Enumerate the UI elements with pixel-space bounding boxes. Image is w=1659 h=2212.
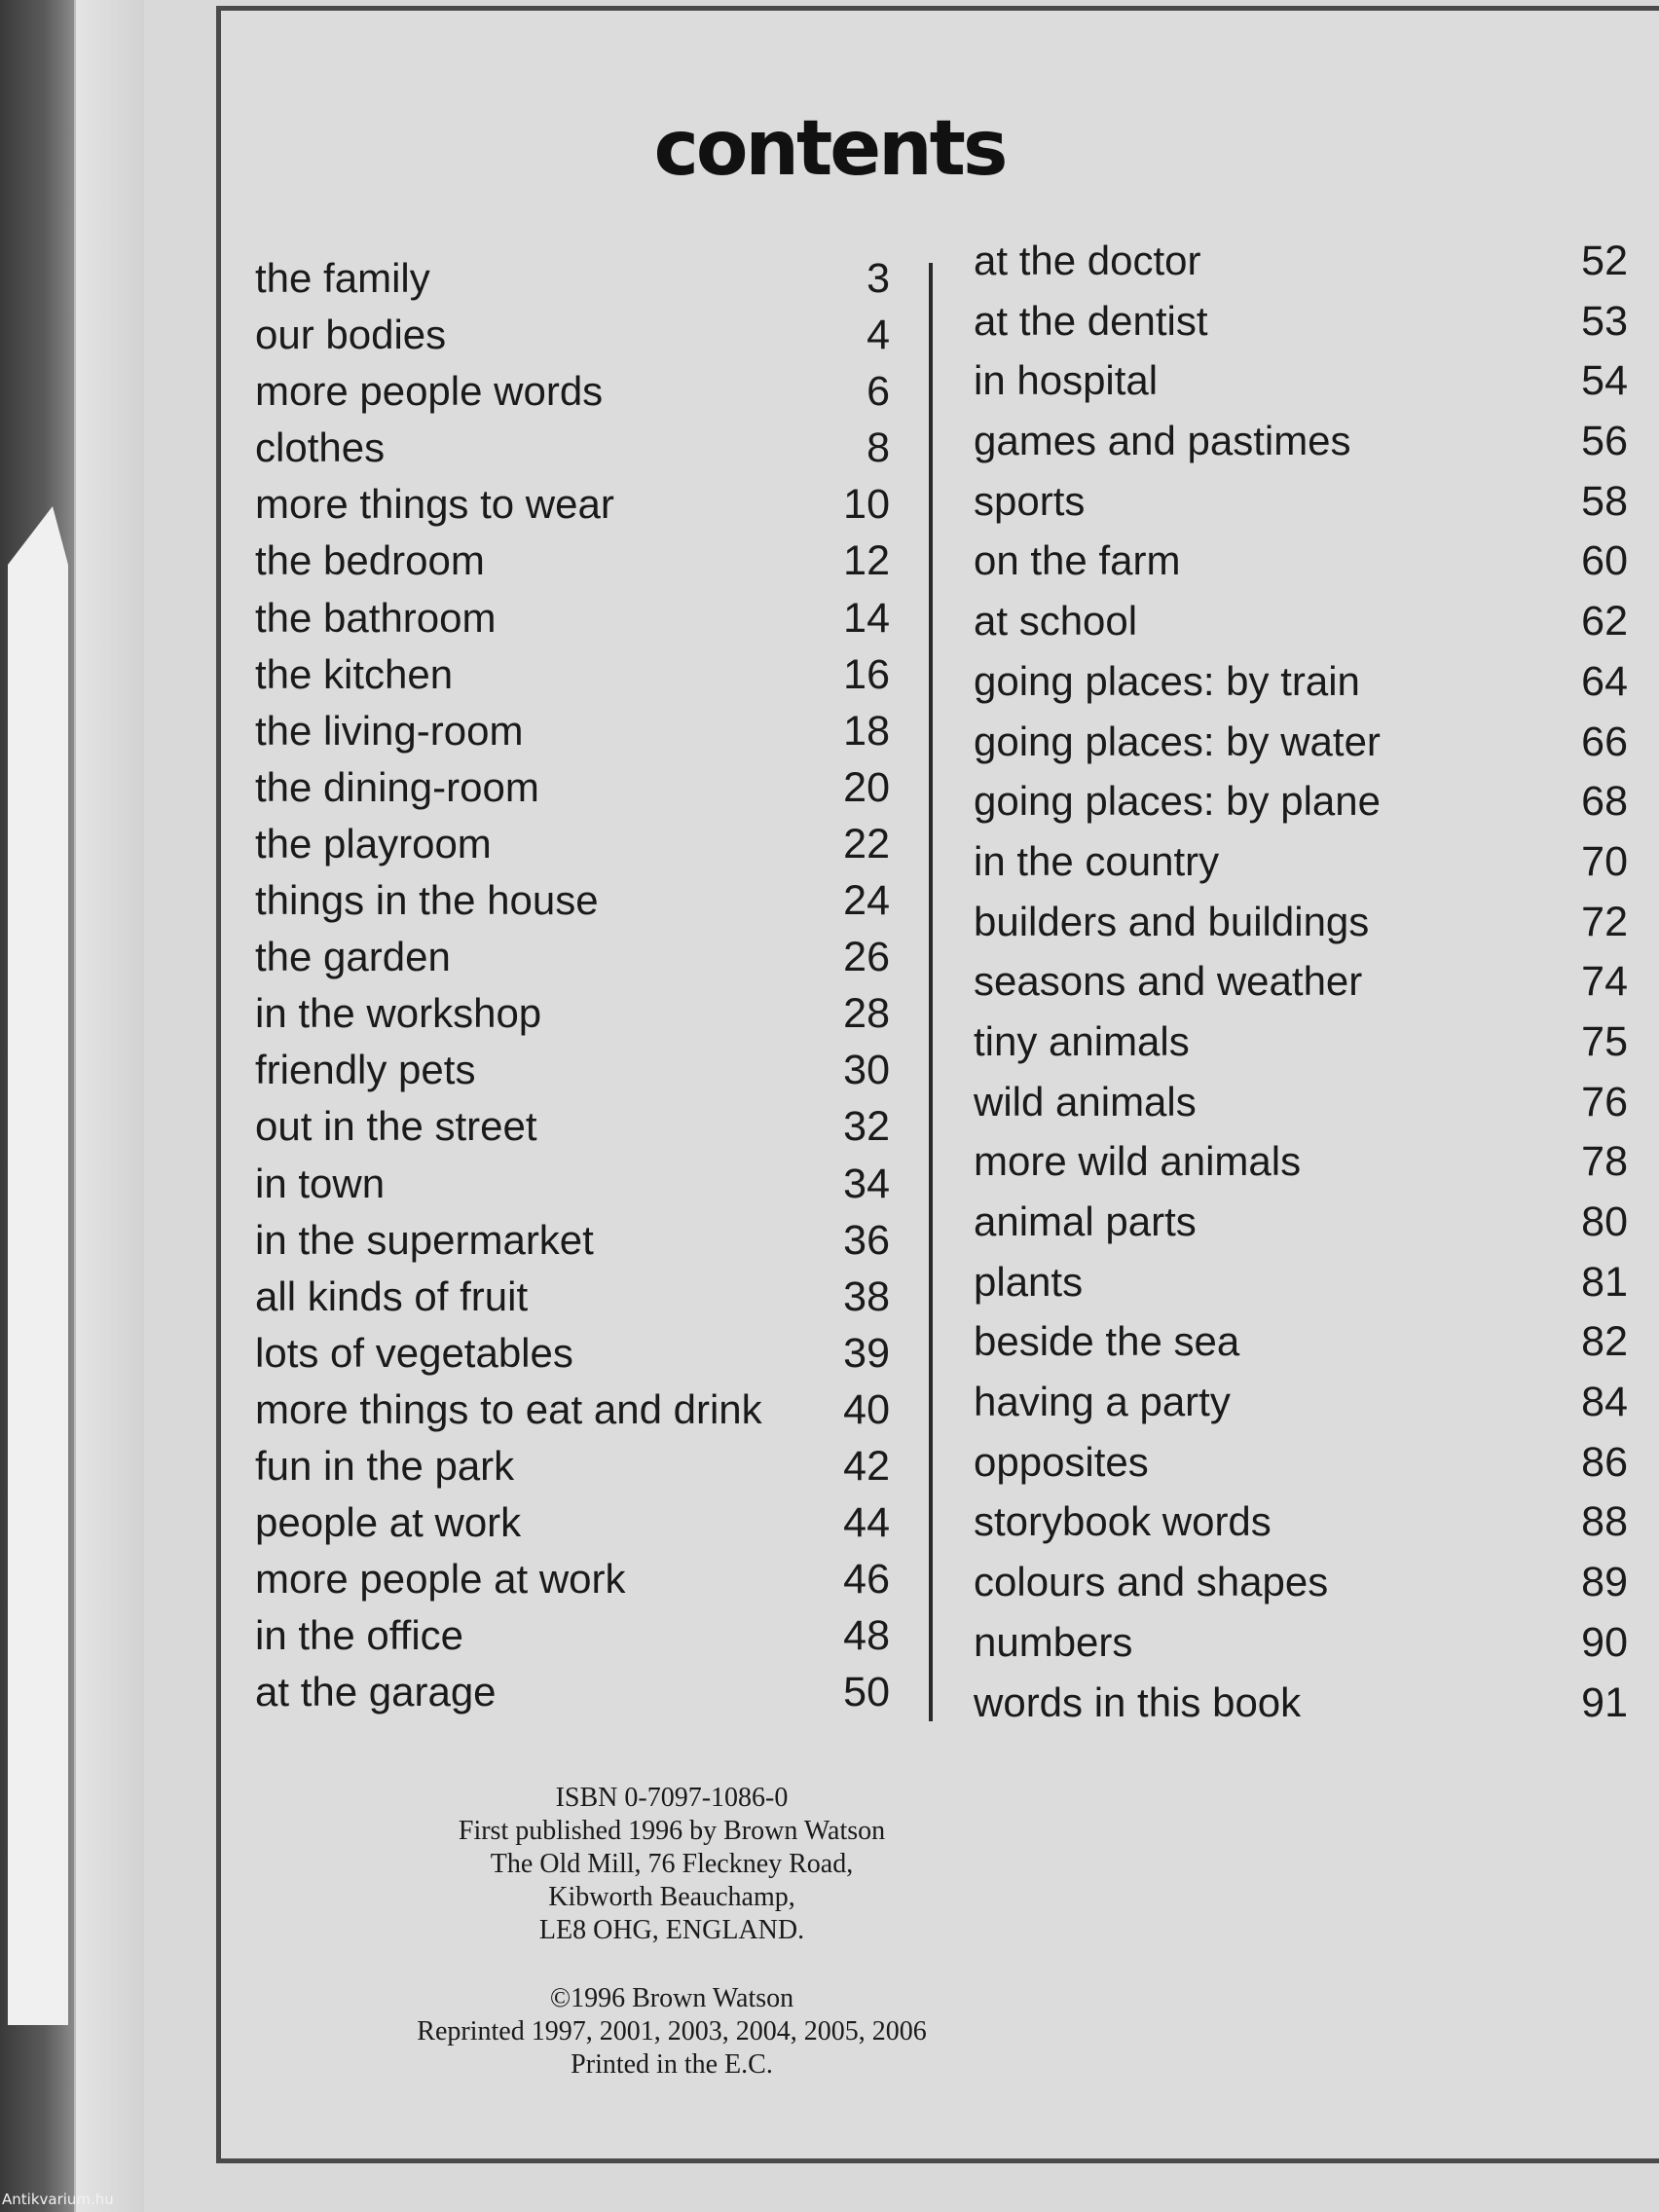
toc-entry-label: more things to wear bbox=[255, 481, 614, 528]
toc-entry-label: the playroom bbox=[255, 820, 492, 866]
page-title: contents bbox=[653, 105, 1006, 194]
toc-entry bbox=[974, 598, 1628, 658]
toc-entry-label: beside the sea bbox=[974, 1318, 1240, 1365]
toc-entry-page: 3 bbox=[866, 255, 890, 302]
toc-entry-page: 81 bbox=[1581, 1258, 1628, 1306]
toc-entry bbox=[255, 368, 890, 424]
toc-entry-page: 70 bbox=[1581, 837, 1628, 885]
toc-entry-page: 44 bbox=[843, 1499, 890, 1547]
toc-entry-label: in the supermarket bbox=[255, 1216, 594, 1263]
toc-entry-page: 86 bbox=[1581, 1438, 1628, 1486]
toc-entry-page: 24 bbox=[843, 877, 890, 925]
toc-entry bbox=[974, 1259, 1628, 1319]
toc-entry-page: 78 bbox=[1581, 1138, 1628, 1186]
toc-entry-label: going places: by plane bbox=[974, 778, 1381, 825]
toc-entry bbox=[974, 1439, 1628, 1499]
toc-entry-label: words in this book bbox=[974, 1678, 1302, 1725]
toc-entry-page: 48 bbox=[843, 1612, 890, 1660]
toc-entry-page: 53 bbox=[1581, 297, 1628, 345]
toc-entry-page: 75 bbox=[1581, 1017, 1628, 1065]
toc-entry-page: 82 bbox=[1581, 1318, 1628, 1366]
toc-entry-page: 89 bbox=[1581, 1559, 1628, 1606]
toc-entry-label: the family bbox=[255, 255, 430, 301]
toc-left-column bbox=[255, 255, 890, 1725]
toc-entry-page: 42 bbox=[843, 1442, 890, 1490]
toc-entry bbox=[255, 595, 890, 651]
toc-entry-page: 91 bbox=[1581, 1678, 1628, 1726]
toc-entry-label: fun in the park bbox=[255, 1442, 515, 1489]
toc-entry-label: on the farm bbox=[974, 537, 1181, 584]
isbn: ISBN 0-7097-1086-0 bbox=[555, 1783, 789, 1813]
toc-entry-page: 28 bbox=[843, 990, 890, 1038]
toc-entry bbox=[974, 1559, 1628, 1619]
published-line: First published 1996 by Brown Watson bbox=[458, 1816, 886, 1846]
toc-entry-label: in the workshop bbox=[255, 990, 542, 1037]
toc-entry-label: at the doctor bbox=[974, 238, 1201, 283]
toc-entry-page: 68 bbox=[1581, 778, 1628, 826]
toc-entry-label: going places: by train bbox=[974, 657, 1360, 704]
toc-entry-page: 74 bbox=[1581, 958, 1628, 1006]
toc-entry bbox=[974, 958, 1628, 1018]
toc-entry bbox=[974, 1198, 1628, 1259]
toc-entry-page: 62 bbox=[1581, 598, 1628, 645]
toc-entry-label: our bodies bbox=[255, 312, 447, 358]
toc-entry-label: tiny animals bbox=[974, 1017, 1190, 1064]
toc-entry bbox=[974, 719, 1628, 779]
toc-entry bbox=[974, 1018, 1628, 1079]
toc-entry bbox=[974, 1079, 1628, 1139]
toc-entry-page: 80 bbox=[1581, 1198, 1628, 1245]
toc-entry-label: animal parts bbox=[974, 1198, 1197, 1244]
toc-entry-page: 40 bbox=[843, 1385, 890, 1433]
toc-entry-page: 76 bbox=[1581, 1078, 1628, 1125]
toc-entry-page: 90 bbox=[1581, 1618, 1628, 1666]
toc-entry-page: 16 bbox=[843, 650, 890, 698]
toc-entry-page: 12 bbox=[843, 537, 890, 585]
watermark: Antikvarium.hu bbox=[2, 2191, 114, 2208]
toc-entry bbox=[974, 1138, 1628, 1198]
toc-entry bbox=[255, 1499, 890, 1556]
toc-entry-label: in the country bbox=[974, 837, 1220, 884]
toc-entry bbox=[255, 877, 890, 934]
toc-entry-label: clothes bbox=[255, 424, 386, 471]
toc-entry-page: 39 bbox=[843, 1329, 890, 1377]
toc-entry-label: all kinds of fruit bbox=[255, 1272, 529, 1319]
toc-entry-label: more people words bbox=[255, 368, 604, 415]
toc-entry bbox=[974, 418, 1628, 478]
toc-entry-page: 88 bbox=[1581, 1498, 1628, 1546]
toc-entry-page: 18 bbox=[843, 707, 890, 755]
toc-entry-label: wild animals bbox=[974, 1078, 1197, 1124]
toc-entry-page: 22 bbox=[843, 820, 890, 867]
toc-entry-page: 60 bbox=[1581, 537, 1628, 585]
address-line-2: Kibworth Beauchamp, bbox=[548, 1882, 795, 1912]
toc-entry-page: 52 bbox=[1581, 238, 1628, 284]
reprinted-line: Reprinted 1997, 2001, 2003, 2004, 2005, 2006 bbox=[417, 2016, 927, 2046]
toc-entry-label: the kitchen bbox=[255, 650, 454, 697]
toc-entry bbox=[974, 357, 1628, 418]
toc-entry-page: 46 bbox=[843, 1556, 890, 1604]
toc-entry-label: the garden bbox=[255, 934, 451, 980]
toc-entry bbox=[255, 1386, 890, 1443]
toc-entry-page: 66 bbox=[1581, 718, 1628, 765]
toc-entry-page: 54 bbox=[1581, 357, 1628, 405]
toc-entry bbox=[255, 821, 890, 877]
toc-entry-label: at the garage bbox=[255, 1669, 497, 1715]
toc-entry-label: the dining-room bbox=[255, 763, 539, 810]
toc-entry-label: people at work bbox=[255, 1499, 522, 1546]
toc-entry-label: seasons and weather bbox=[974, 958, 1363, 1005]
toc-entry bbox=[255, 255, 890, 312]
toc-entry-page: 38 bbox=[843, 1272, 890, 1320]
toc-entry-page: 32 bbox=[843, 1103, 890, 1151]
toc-entry bbox=[974, 1318, 1628, 1379]
toc-entry-page: 6 bbox=[866, 368, 890, 416]
toc-entry-page: 4 bbox=[866, 312, 890, 359]
toc-entry-label: things in the house bbox=[255, 877, 599, 924]
toc-entry bbox=[255, 934, 890, 990]
toc-entry-label: going places: by water bbox=[974, 718, 1381, 764]
toc-entry-label: opposites bbox=[974, 1438, 1149, 1485]
toc-entry-label: lots of vegetables bbox=[255, 1329, 573, 1376]
toc-entry-page: 58 bbox=[1581, 477, 1628, 525]
toc-entry bbox=[255, 312, 890, 368]
toc-entry bbox=[255, 764, 890, 821]
toc-entry bbox=[255, 424, 890, 481]
imprint-block bbox=[0, 1782, 1344, 2082]
toc-entry bbox=[974, 1379, 1628, 1439]
toc-entry bbox=[255, 1443, 890, 1499]
toc-entry-page: 30 bbox=[843, 1047, 890, 1094]
toc-entry bbox=[974, 478, 1628, 538]
toc-right-column bbox=[974, 238, 1628, 1739]
toc-entry bbox=[255, 1330, 890, 1386]
toc-entry bbox=[255, 1217, 890, 1273]
toc-entry-label: plants bbox=[974, 1258, 1084, 1305]
toc-entry-page: 72 bbox=[1581, 898, 1628, 945]
toc-entry bbox=[255, 1556, 890, 1612]
toc-entry-page: 14 bbox=[843, 594, 890, 642]
toc-entry-label: in the office bbox=[255, 1612, 464, 1659]
toc-entry-page: 84 bbox=[1581, 1379, 1628, 1426]
toc-entry-label: builders and buildings bbox=[974, 898, 1370, 944]
toc-entry-label: numbers bbox=[974, 1618, 1133, 1665]
toc-entry bbox=[255, 1161, 890, 1217]
copyright-line: ©1996 Brown Watson bbox=[549, 1983, 794, 2013]
toc-entry bbox=[255, 1273, 890, 1330]
toc-entry-page: 34 bbox=[843, 1160, 890, 1207]
printed-line: Printed in the E.C. bbox=[571, 2049, 773, 2080]
toc-entry-label: sports bbox=[974, 477, 1086, 524]
toc-entry bbox=[974, 1619, 1628, 1679]
toc-entry-label: at school bbox=[974, 598, 1138, 645]
toc-entry bbox=[974, 1498, 1628, 1559]
toc-entry-page: 20 bbox=[843, 763, 890, 811]
toc-entry bbox=[974, 838, 1628, 899]
toc-entry bbox=[974, 537, 1628, 598]
toc-entry-page: 50 bbox=[843, 1669, 890, 1716]
toc-entry bbox=[255, 1047, 890, 1103]
toc-entry-page: 64 bbox=[1581, 657, 1628, 705]
toc-entry bbox=[255, 537, 890, 594]
toc-entry-label: the living-room bbox=[255, 707, 524, 754]
address-line-3: LE8 OHG, ENGLAND. bbox=[538, 1915, 805, 1945]
toc-entry bbox=[974, 778, 1628, 838]
toc-entry bbox=[255, 481, 890, 537]
toc-entry-label: games and pastimes bbox=[974, 418, 1351, 464]
toc-entry-label: in hospital bbox=[974, 357, 1159, 404]
toc-entry bbox=[255, 651, 890, 708]
toc-entry-label: at the dentist bbox=[974, 297, 1208, 344]
toc-entry bbox=[974, 1679, 1628, 1740]
toc-entry-label: the bathroom bbox=[255, 594, 497, 641]
toc-entry-label: the bedroom bbox=[255, 537, 485, 584]
toc-entry-page: 36 bbox=[843, 1216, 890, 1264]
toc-entry-page: 10 bbox=[843, 481, 890, 529]
toc-entry-label: in town bbox=[255, 1160, 386, 1206]
toc-entry bbox=[974, 899, 1628, 959]
toc-entry-page: 56 bbox=[1581, 418, 1628, 465]
toc-entry bbox=[255, 1669, 890, 1725]
toc-entry bbox=[255, 1103, 890, 1160]
toc-entry bbox=[255, 1612, 890, 1669]
toc-entry bbox=[974, 238, 1628, 298]
column-divider bbox=[929, 263, 933, 1721]
address-line-1: The Old Mill, 76 Fleckney Road, bbox=[490, 1849, 854, 1879]
toc-entry-label: out in the street bbox=[255, 1103, 537, 1150]
toc-entry bbox=[974, 298, 1628, 358]
toc-entry bbox=[255, 708, 890, 764]
toc-entry-label: more things to eat and drink bbox=[255, 1385, 762, 1432]
toc-entry-label: friendly pets bbox=[255, 1047, 476, 1093]
toc-entry-label: storybook words bbox=[974, 1498, 1272, 1545]
toc-entry-page: 26 bbox=[843, 934, 890, 981]
toc-entry-label: more people at work bbox=[255, 1556, 626, 1603]
toc-entry-page: 8 bbox=[866, 424, 890, 472]
toc-entry-label: colours and shapes bbox=[974, 1559, 1329, 1605]
toc-entry-label: having a party bbox=[974, 1379, 1231, 1425]
toc-entry bbox=[974, 658, 1628, 719]
toc-entry-label: more wild animals bbox=[974, 1138, 1302, 1185]
toc-entry bbox=[255, 990, 890, 1047]
